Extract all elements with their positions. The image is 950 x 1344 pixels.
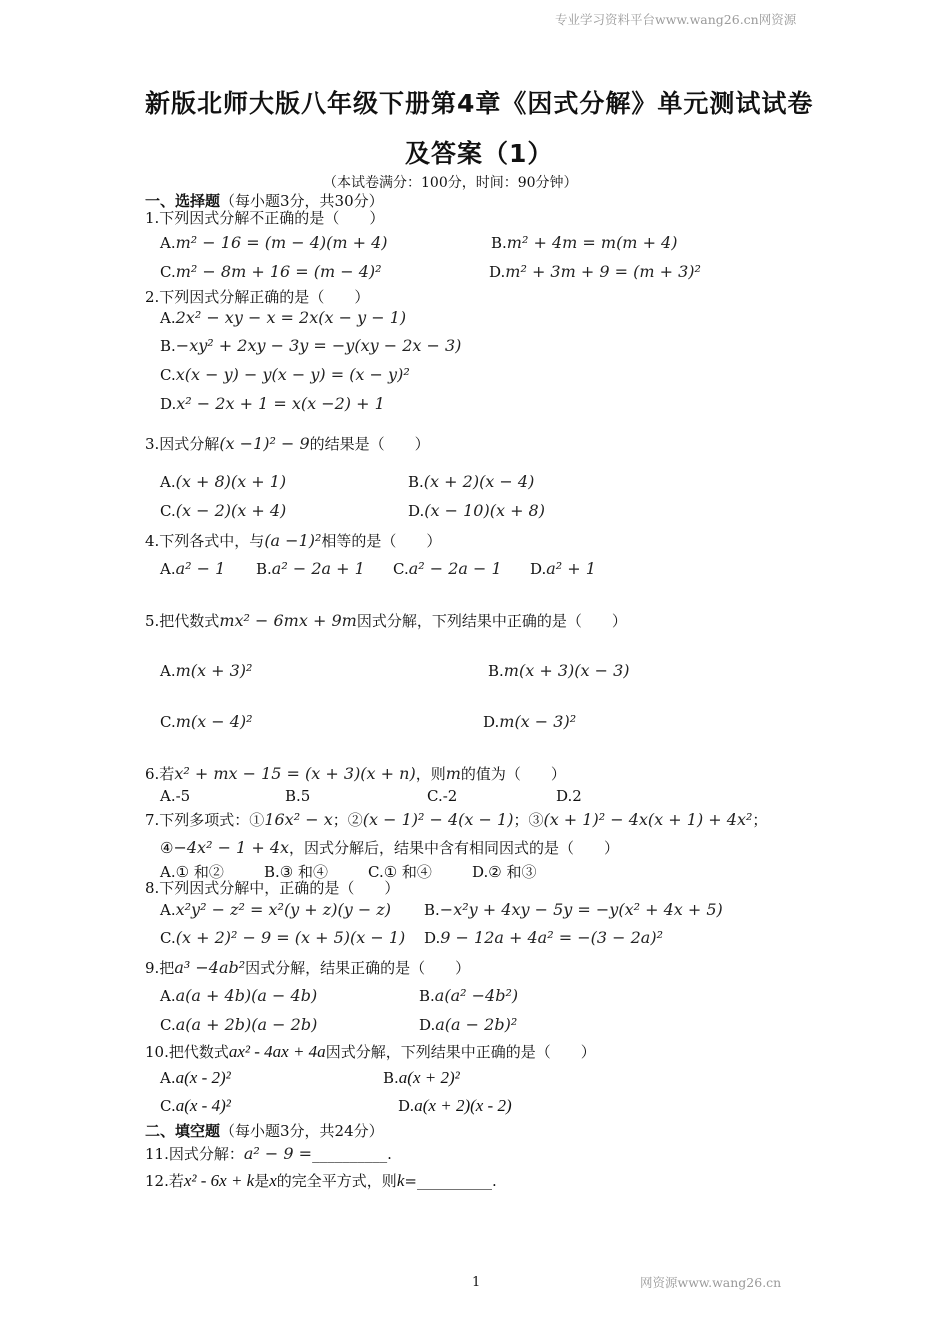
option-letter: D. <box>398 1097 415 1115</box>
q10-option-b <box>383 1068 460 1088</box>
stem-formula: −4x² − 1 + 4x <box>173 838 290 857</box>
q2-option-a <box>160 308 406 327</box>
q8-option-d <box>424 928 663 947</box>
option-formula: (x − 2)(x + 4) <box>175 501 287 520</box>
q3-option-b <box>408 472 534 491</box>
q3-option-a <box>160 472 286 491</box>
option-formula: a(x + 2)(x - 2) <box>414 1096 512 1115</box>
section-note: （每小题3分，共30分） <box>220 192 384 210</box>
option-letter: A. <box>160 560 176 578</box>
option-formula: a² − 2a − 1 <box>408 559 502 578</box>
stem-text: ； <box>752 811 768 829</box>
stem-text: ④ <box>160 839 174 857</box>
stem-formula: ax² - 4ax + 4a <box>228 1042 326 1061</box>
section-note: （每小题3分，共24分） <box>220 1122 384 1140</box>
q9-option-d <box>419 1015 517 1034</box>
q6-option-a: A.-5 <box>160 787 191 805</box>
q8-option-b <box>424 900 723 919</box>
option-formula: −xy² + 2xy − 3y = −y(xy − 2x − 3) <box>175 336 462 355</box>
option-formula: x² − 2x + 1 = x(x −2) + 1 <box>176 394 385 413</box>
exam-info: （本试卷满分：100分，时间：90分钟） <box>323 175 578 191</box>
option-formula: (x − 10)(x + 8) <box>424 501 545 520</box>
section-label: 一、选择题 <box>145 192 221 210</box>
footer-watermark: 网资源www.wang26.cn <box>640 1275 782 1290</box>
option-letter: C. <box>160 1016 176 1034</box>
stem-text: 11.因式分解： <box>145 1145 244 1163</box>
stem-text: ；② <box>332 811 363 829</box>
q7-option-c: C.① 和④ <box>368 863 432 881</box>
option-letter: B. <box>383 1069 399 1087</box>
q1-option-a <box>160 233 388 252</box>
question-2-stem: 2.下列因式分解正确的是（ ） <box>145 288 370 306</box>
option-formula: (x + 2)² − 9 = (x + 5)(x − 1) <box>175 928 406 947</box>
question-3-stem <box>145 433 430 454</box>
stem-text: ，因式分解后，结果中含有相同因式的是（ ） <box>289 839 620 857</box>
question-7-stem <box>145 809 767 830</box>
answer-blank[interactable]: __________ <box>312 1145 388 1163</box>
stem-formula: (x + 1)² − 4x(x + 1) + 4x² <box>543 810 753 829</box>
stem-text: 因式分解，结果正确的是（ ） <box>245 959 471 977</box>
option-letter: B. <box>488 662 504 680</box>
stem-formula: (x −1)² − 9 <box>219 434 310 453</box>
option-formula: a² + 1 <box>546 559 596 578</box>
option-letter: B. <box>256 560 272 578</box>
option-formula: m² − 16 = (m − 4)(m + 4) <box>175 233 388 252</box>
option-letter: B. <box>424 901 440 919</box>
q4-option-d <box>530 559 596 578</box>
question-4-stem <box>145 530 441 551</box>
option-letter: B. <box>160 337 176 355</box>
stem-formula: (x − 1)² − 4(x − 1) <box>362 810 514 829</box>
stem-text: 5.把代数式 <box>145 612 220 630</box>
option-letter: A. <box>160 234 176 252</box>
stem-formula: (a −1)² <box>264 531 322 550</box>
stem-text: 6.若 <box>145 765 175 783</box>
stem-formula: a³ −4ab² <box>174 958 246 977</box>
option-formula: a(x - 2)² <box>175 1068 231 1087</box>
answer-blank[interactable]: __________ <box>416 1172 492 1190</box>
question-12 <box>145 1170 497 1191</box>
option-letter: B. <box>419 987 435 1005</box>
stem-formula: a² − 9 = <box>243 1144 313 1163</box>
option-formula: m² + 3m + 9 = (m + 3)² <box>505 262 701 281</box>
stem-text: 9.把 <box>145 959 175 977</box>
q7-option-b: B.③ 和④ <box>264 863 329 881</box>
q10-option-d <box>398 1096 512 1116</box>
stem-variable: x <box>269 1171 277 1190</box>
option-letter: C. <box>160 1097 176 1115</box>
stem-formula: 16x² − x <box>264 810 333 829</box>
q6-option-b: B.5 <box>285 787 311 805</box>
option-letter: D. <box>408 502 425 520</box>
option-formula: x²y² − z² = x²(y + z)(y − z) <box>175 900 391 919</box>
stem-formula: mx² − 6mx + 9m <box>219 611 357 630</box>
option-formula: m² − 8m + 16 = (m − 4)² <box>175 262 382 281</box>
option-formula: a(a + 2b)(a − 2b) <box>175 1015 318 1034</box>
stem-text: 的完全平方式，则 <box>276 1172 397 1190</box>
stem-text: . <box>387 1145 392 1163</box>
q1-option-d <box>489 262 701 281</box>
option-formula: −x²y + 4xy − 5y = −y(x² + 4x + 5) <box>439 900 723 919</box>
q8-option-a <box>160 900 391 919</box>
option-formula: (x + 8)(x + 1) <box>175 472 287 491</box>
stem-text: 4.下列各式中，与 <box>145 532 265 550</box>
option-formula: a² − 1 <box>175 559 226 578</box>
stem-text: 的结果是（ ） <box>309 435 430 453</box>
option-letter: D. <box>530 560 547 578</box>
q8-option-c <box>160 928 405 947</box>
stem-variable: m <box>445 764 461 783</box>
q5-option-a <box>160 661 252 680</box>
stem-text: ，则 <box>415 765 446 783</box>
question-9-stem <box>145 957 470 978</box>
q5-option-b <box>488 661 630 680</box>
q2-option-b <box>160 336 461 355</box>
stem-text: 是 <box>254 1172 270 1190</box>
option-letter: C. <box>393 560 409 578</box>
option-formula: m(x + 3)(x − 3) <box>503 661 630 680</box>
stem-text: = <box>404 1172 417 1190</box>
option-letter: A. <box>160 309 176 327</box>
q5-option-c <box>160 712 253 731</box>
page-title-line2: 及答案（1） <box>405 139 554 168</box>
option-letter: A. <box>160 987 176 1005</box>
stem-text: 因式分解，下列结果中正确的是（ ） <box>325 1043 596 1061</box>
option-formula: m(x − 3)² <box>499 712 577 731</box>
stem-text: . <box>491 1172 497 1190</box>
option-letter: A. <box>160 473 176 491</box>
q10-option-c <box>160 1096 231 1116</box>
option-formula: a(x + 2)² <box>398 1068 460 1087</box>
option-letter: B. <box>408 473 424 491</box>
option-letter: A. <box>160 901 176 919</box>
q7-option-d: D.② 和③ <box>472 863 537 881</box>
stem-formula: x² + mx − 15 = (x + 3)(x + n) <box>174 764 416 783</box>
q10-option-a <box>160 1068 231 1088</box>
page-number: 1 <box>472 1275 481 1290</box>
option-formula: x(x − y) − y(x − y) = (x − y)² <box>175 365 410 384</box>
option-letter: D. <box>483 713 500 731</box>
option-formula: a(a + 4b)(a − 4b) <box>175 986 318 1005</box>
option-formula: m² + 4m = m(m + 4) <box>506 233 678 252</box>
section-label: 二、填空题 <box>145 1122 221 1140</box>
question-11 <box>145 1143 392 1164</box>
option-letter: C. <box>160 713 176 731</box>
stem-text: ；③ <box>513 811 544 829</box>
option-formula: 9 − 12a + 4a² = −(3 − 2a)² <box>440 928 663 947</box>
q5-option-d <box>483 712 576 731</box>
q1-option-c <box>160 262 382 281</box>
option-letter: C. <box>160 366 176 384</box>
q9-option-a <box>160 986 317 1005</box>
page-title-line1: 新版北师大版八年级下册第4章《因式分解》单元测试试卷 <box>145 89 814 118</box>
option-letter: C. <box>160 502 176 520</box>
option-letter: C. <box>160 263 176 281</box>
question-1-stem: 1.下列因式分解不正确的是（ ） <box>145 209 385 227</box>
q3-option-d <box>408 501 545 520</box>
option-letter: B. <box>491 234 507 252</box>
section-heading-fill <box>145 1120 384 1141</box>
question-6-stem <box>145 763 566 784</box>
option-formula: (x + 2)(x − 4) <box>423 472 535 491</box>
q6-option-c: C.-2 <box>427 787 458 805</box>
option-formula: m(x − 4)² <box>175 712 253 731</box>
stem-variable: k <box>396 1171 405 1190</box>
q2-option-c <box>160 365 410 384</box>
option-letter: C. <box>160 929 176 947</box>
option-letter: D. <box>489 263 506 281</box>
option-formula: m(x + 3)² <box>175 661 253 680</box>
option-formula: a(a − 2b)² <box>435 1015 518 1034</box>
option-formula: 2x² − xy − x = 2x(x − y − 1) <box>175 308 407 327</box>
question-5-stem <box>145 610 627 631</box>
stem-text: 12.若 <box>145 1172 184 1190</box>
stem-text: 3.因式分解 <box>145 435 220 453</box>
option-letter: A. <box>160 1069 176 1087</box>
q4-option-a <box>160 559 225 578</box>
option-formula: a(a² −4b²) <box>434 986 519 1005</box>
q4-option-c <box>393 559 502 578</box>
q7-option-a: A.① 和② <box>160 863 224 881</box>
stem-formula: x² - 6x + k <box>183 1171 255 1190</box>
q9-option-b <box>419 986 518 1005</box>
question-8-stem: 8.下列因式分解中，正确的是（ ） <box>145 879 400 897</box>
stem-text: 因式分解，下列结果中正确的是（ ） <box>356 612 627 630</box>
header-watermark: 专业学习资料平台www.wang26.cn网资源 <box>555 12 797 27</box>
stem-text: 的值为（ ） <box>460 765 566 783</box>
option-formula: a(x - 4)² <box>175 1096 231 1115</box>
q2-option-d <box>160 394 385 413</box>
option-letter: D. <box>419 1016 436 1034</box>
option-letter: D. <box>160 395 177 413</box>
option-formula: a² − 2a + 1 <box>271 559 365 578</box>
q6-option-d: D.2 <box>556 787 582 805</box>
stem-text: 相等的是（ ） <box>321 532 442 550</box>
q1-option-b <box>491 233 677 252</box>
q9-option-c <box>160 1015 317 1034</box>
q3-option-c <box>160 501 286 520</box>
option-letter: D. <box>424 929 441 947</box>
q4-option-b <box>256 559 365 578</box>
option-letter: A. <box>160 662 176 680</box>
question-10-stem <box>145 1041 596 1062</box>
stem-text: 7.下列多项式：① <box>145 811 265 829</box>
question-7-stem-line2 <box>160 837 619 858</box>
stem-text: 10.把代数式 <box>145 1043 229 1061</box>
